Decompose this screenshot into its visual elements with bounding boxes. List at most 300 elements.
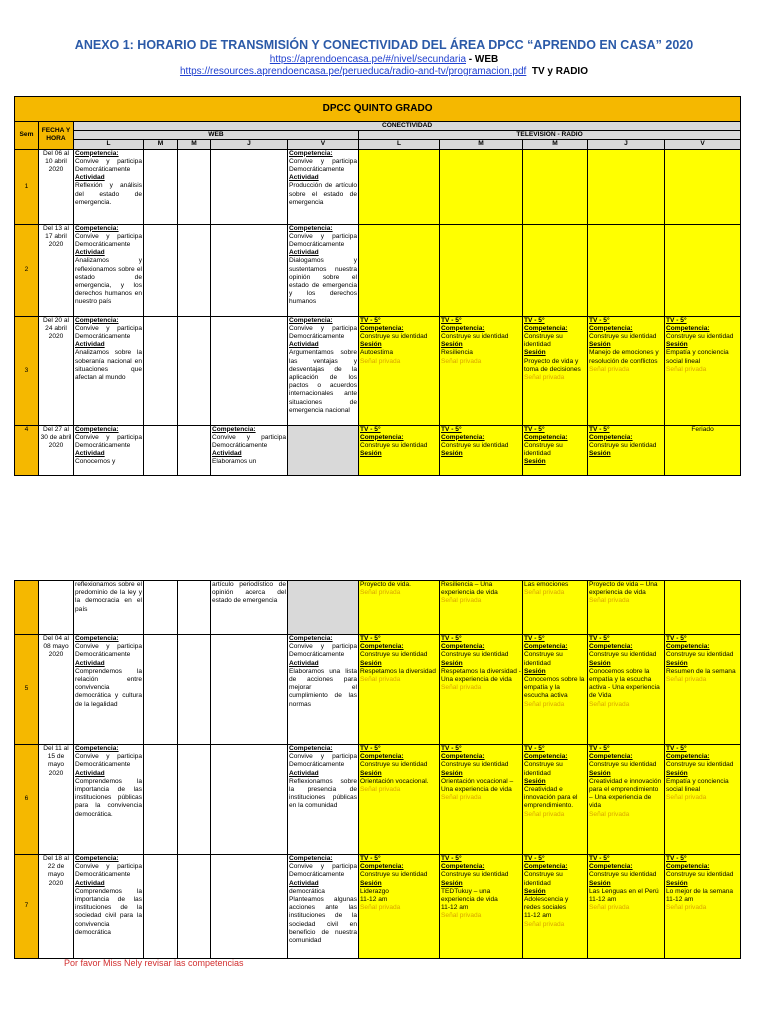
senal-label: Señal privada bbox=[441, 912, 482, 920]
sesion-label: Sesión bbox=[441, 450, 463, 458]
tv-cell bbox=[588, 745, 665, 855]
competencia-label: Competencia: bbox=[524, 324, 568, 332]
sem-number: 2 bbox=[15, 224, 39, 316]
competencia-label: Competencia: bbox=[524, 753, 568, 761]
competencia-text: Construye su identidad bbox=[360, 333, 428, 341]
table-row bbox=[15, 635, 741, 745]
empty-cell bbox=[178, 635, 211, 745]
tv-grade-label: TV - 5° bbox=[666, 855, 687, 862]
web-friday-cell bbox=[288, 855, 359, 959]
sesion-label: Sesión bbox=[666, 341, 688, 349]
date-cell bbox=[39, 581, 74, 635]
actividad-text: artículo periodístico de opinión acerca del estado de emergencia bbox=[212, 581, 286, 605]
tv-cell bbox=[665, 224, 741, 316]
day-tv-v: V bbox=[665, 140, 741, 149]
time-text: 11-12 am bbox=[524, 912, 552, 920]
sesion-label: Sesión bbox=[524, 887, 546, 895]
competencia-text: Convive y participa Democráticamente bbox=[75, 324, 142, 341]
senal-label: Señal privada bbox=[524, 589, 565, 597]
sesion-text: Orientación vocacional. bbox=[360, 777, 429, 785]
tv-grade-label: TV - 5° bbox=[524, 635, 545, 642]
competencia-label: Competencia: bbox=[524, 863, 568, 871]
tv-cell bbox=[440, 425, 523, 475]
senal-label: Señal privada bbox=[666, 904, 707, 912]
tv-cell bbox=[440, 855, 523, 959]
competencia-text: Construye su identidad bbox=[441, 651, 509, 659]
senal-label: Señal privada bbox=[441, 684, 482, 692]
sesion-text: Proyecto de vida y toma de decisiones bbox=[524, 357, 581, 373]
empty-cell bbox=[211, 635, 288, 745]
sesion-text: Proyecto de vida – Una experiencia de vida bbox=[589, 581, 658, 597]
actividad-text: Analizamos sobre la soberanía nacional en situaciones que afectan al mundo bbox=[75, 349, 142, 382]
actividad-text: Comprendemos la importancia de las instituciones públicas para la convivencia democrática. bbox=[75, 777, 142, 818]
tv-cell bbox=[359, 316, 440, 425]
date-cell: Del 04 al 08 mayo 2020 bbox=[39, 635, 74, 745]
web-monday-cell bbox=[74, 855, 144, 959]
competencia-text: Convive y participa Democráticamente bbox=[289, 863, 357, 879]
tv-cell bbox=[588, 224, 665, 316]
schedule-table-page-1 bbox=[14, 96, 741, 476]
senal-label: Señal privada bbox=[360, 589, 401, 597]
actividad-label: Actividad bbox=[75, 769, 105, 777]
competencia-text: Construye su identidad bbox=[441, 761, 509, 769]
competencia-text: Construye su identidad bbox=[666, 651, 734, 659]
tv-grade-label: TV - 5° bbox=[666, 745, 687, 752]
tv-cell bbox=[359, 425, 440, 475]
sesion-text: Conocemos sobre la empatía y la escucha activa bbox=[524, 676, 585, 700]
tv-cell bbox=[440, 745, 523, 855]
time-text: 11-12 am bbox=[441, 904, 469, 912]
actividad-label: Actividad bbox=[75, 341, 105, 349]
competencia-text: Construye su identidad bbox=[441, 871, 509, 879]
web-friday-cell bbox=[288, 425, 359, 475]
tv-grade-label: TV - 5° bbox=[360, 745, 381, 752]
competencia-label: Competencia: bbox=[75, 855, 119, 862]
web-friday-cell bbox=[288, 149, 359, 224]
web-friday-cell bbox=[288, 635, 359, 745]
empty-cell bbox=[178, 425, 211, 475]
table-row bbox=[15, 581, 741, 635]
competencia-text: Convive y participa Democráticamente bbox=[289, 157, 357, 174]
tv-grade-label: TV - 5° bbox=[441, 635, 462, 642]
competencia-text: Construye su identidad bbox=[524, 761, 563, 777]
competencia-label: Competencia: bbox=[589, 324, 633, 332]
empty-cell bbox=[144, 316, 178, 425]
tv-cell bbox=[523, 635, 588, 745]
sesion-label: Sesión bbox=[441, 659, 463, 667]
competencia-label: Competencia: bbox=[289, 745, 333, 752]
empty-cell bbox=[144, 581, 178, 635]
empty-cell bbox=[211, 224, 288, 316]
sem-number: 5 bbox=[15, 635, 39, 745]
competencia-label: Competencia: bbox=[524, 643, 568, 651]
actividad-label: Actividad bbox=[289, 659, 319, 667]
tv-cell bbox=[359, 635, 440, 745]
web-monday-cell bbox=[74, 635, 144, 745]
competencia-label: Competencia: bbox=[589, 433, 633, 441]
sesion-text: Las Lenguas en el Perú bbox=[589, 887, 659, 895]
actividad-text: Dialogamos y sustentamos nuestra opinión sobre el estado de emergencia y los derechos humanos bbox=[289, 257, 357, 306]
sesion-text: Manejo de emociones y resolución de conflictos bbox=[589, 349, 659, 365]
competencia-text: Construye su identidad bbox=[360, 761, 428, 769]
competencia-label: Competencia: bbox=[289, 316, 333, 324]
empty-cell bbox=[144, 425, 178, 475]
tv-grade-label: TV - 5° bbox=[589, 425, 610, 433]
sesion-text: Empatía y conciencia social lineal bbox=[666, 349, 729, 365]
competencia-label: Competencia: bbox=[75, 745, 119, 752]
web-monday-cell bbox=[74, 149, 144, 224]
actividad-text: democrática bbox=[289, 887, 325, 895]
tv-grade-label: TV - 5° bbox=[524, 425, 545, 433]
competencia-text: Construye su identidad bbox=[360, 442, 428, 450]
sem-number: 1 bbox=[15, 149, 39, 224]
sesion-text: Resiliencia – Una experiencia de vida bbox=[441, 581, 498, 597]
schedule-table-page-2 bbox=[14, 580, 741, 959]
feriado-cell: Feriado bbox=[665, 425, 741, 475]
tv-header: TELEVISION - RADIO bbox=[359, 131, 741, 140]
sesion-text: Resumen de la semana bbox=[666, 667, 736, 675]
competencia-text: Construye su identidad bbox=[666, 333, 734, 341]
date-cell: Del 20 al 24 abril 2020 bbox=[39, 316, 74, 425]
tv-cell bbox=[523, 149, 588, 224]
tv-grade-label: TV - 5° bbox=[441, 316, 462, 324]
competencia-label: Competencia: bbox=[441, 433, 485, 441]
sesion-label: Sesión bbox=[589, 341, 611, 349]
sesion-label: Sesión bbox=[589, 879, 611, 887]
competencia-text: Construye su identidad bbox=[441, 442, 509, 450]
competencia-label: Competencia: bbox=[441, 643, 485, 651]
review-note: Por favor Miss Nely revisar las competencias bbox=[64, 958, 244, 968]
tv-grade-label: TV - 5° bbox=[589, 855, 610, 862]
sesion-text: Empatía y conciencia social lineal bbox=[666, 777, 729, 794]
web-header: WEB bbox=[74, 131, 359, 140]
table-row bbox=[15, 149, 741, 224]
tv-grade-label: TV - 5° bbox=[666, 316, 687, 324]
empty-cell bbox=[144, 745, 178, 855]
empty-cell bbox=[144, 224, 178, 316]
conectividad-header: CONECTIVIDAD bbox=[74, 122, 741, 131]
senal-label: Señal privada bbox=[360, 357, 401, 365]
tv-cell bbox=[359, 745, 440, 855]
empty-cell bbox=[178, 581, 211, 635]
day-web-m2: M bbox=[178, 140, 211, 149]
senal-label: Señal privada bbox=[524, 374, 565, 382]
tv-link[interactable]: https://resources.aprendoencasa.pe/perueduca/radio-and-tv/programacion.pdf bbox=[179, 66, 527, 77]
tv-grade-label: TV - 5° bbox=[589, 635, 610, 642]
sesion-label: Sesión bbox=[360, 769, 382, 777]
sesion-label: Sesión bbox=[360, 341, 382, 349]
actividad-label: Actividad bbox=[75, 174, 105, 182]
sesion-label: Sesión bbox=[589, 769, 611, 777]
tv-grade-label: TV - 5° bbox=[589, 316, 610, 324]
web-tag: - WEB bbox=[466, 54, 499, 65]
sesion-text: Autoestima bbox=[360, 349, 393, 357]
competencia-label: Competencia: bbox=[360, 643, 404, 651]
date-cell: Del 13 al 17 abril 2020 bbox=[39, 224, 74, 316]
competencia-label: Competencia: bbox=[360, 324, 404, 332]
web-monday-cell bbox=[74, 745, 144, 855]
empty-cell bbox=[178, 855, 211, 959]
table-row bbox=[15, 855, 741, 959]
tv-grade-label: TV - 5° bbox=[360, 316, 381, 324]
actividad-label: Actividad bbox=[289, 879, 319, 887]
tv-cell bbox=[665, 316, 741, 425]
table-row bbox=[15, 316, 741, 425]
day-tv-j: J bbox=[588, 140, 665, 149]
competencia-text: Construye su identidad bbox=[589, 761, 657, 769]
competencia-label: Competencia: bbox=[524, 433, 568, 441]
web-monday-cell bbox=[74, 425, 144, 475]
actividad-label: Actividad bbox=[289, 769, 319, 777]
web-link-line bbox=[0, 54, 768, 65]
actividad-label: Actividad bbox=[289, 174, 319, 182]
competencia-label: Competencia: bbox=[289, 224, 333, 232]
competencia-text: Construye su identidad bbox=[524, 333, 563, 349]
competencia-text: Construye su identidad bbox=[360, 651, 428, 659]
sesion-text: Respetamos la diversidad bbox=[360, 667, 436, 675]
tv-cell bbox=[588, 581, 665, 635]
competencia-text: Convive y participa Democráticamente bbox=[75, 433, 142, 450]
senal-label: Señal privada bbox=[666, 794, 707, 802]
tv-grade-label: TV - 5° bbox=[524, 855, 545, 862]
competencia-text: Convive y participa Democráticamente bbox=[289, 753, 357, 769]
competencia-label: Competencia: bbox=[589, 643, 633, 651]
competencia-text: Construye su identidad bbox=[360, 871, 428, 879]
sesion-text: Conocemos sobre la empatía y la escucha activa - Una experiencia de Vida bbox=[589, 667, 660, 700]
day-tv-m1: M bbox=[440, 140, 523, 149]
senal-label: Señal privada bbox=[360, 904, 401, 912]
day-tv-m2: M bbox=[523, 140, 588, 149]
senal-label: Señal privada bbox=[524, 920, 565, 928]
sem-number: 3 bbox=[15, 316, 39, 425]
web-monday-cell bbox=[74, 224, 144, 316]
tv-grade-label: TV - 5° bbox=[441, 745, 462, 752]
actividad-text: Conocemos y bbox=[75, 458, 116, 466]
sem-number: 7 bbox=[15, 855, 39, 959]
tv-cell bbox=[359, 149, 440, 224]
tv-cell bbox=[588, 316, 665, 425]
actividad-label: Actividad bbox=[75, 659, 105, 667]
tv-cell bbox=[523, 425, 588, 475]
competencia-label: Competencia: bbox=[666, 753, 710, 761]
competencia-text: Construye su identidad bbox=[589, 442, 657, 450]
senal-label: Señal privada bbox=[441, 357, 482, 365]
sesion-label: Sesión bbox=[589, 659, 611, 667]
competencia-text: Convive y participa Democráticamente bbox=[75, 643, 142, 659]
senal-label: Señal privada bbox=[524, 700, 565, 708]
senal-label: Señal privada bbox=[360, 676, 401, 684]
sem-number: 4 bbox=[15, 425, 39, 475]
grade-title: DPCC QUINTO GRADO bbox=[15, 97, 741, 122]
tv-cell bbox=[665, 745, 741, 855]
tv-cell bbox=[359, 855, 440, 959]
competencia-text: Construye su identidad bbox=[524, 871, 563, 887]
tv-cell bbox=[440, 635, 523, 745]
time-text: 11-12 am bbox=[360, 896, 388, 904]
actividad-text: Elaboramos un bbox=[212, 458, 257, 466]
competencia-label: Competencia: bbox=[75, 149, 119, 157]
sesion-label: Sesión bbox=[524, 458, 546, 466]
tv-cell bbox=[523, 745, 588, 855]
sesion-text: Orientación vocacional – Una experiencia de vida bbox=[441, 777, 514, 794]
senal-label: Señal privada bbox=[666, 676, 707, 684]
tv-grade-label: TV - 5° bbox=[666, 635, 687, 642]
tv-grade-label: TV - 5° bbox=[360, 425, 381, 433]
col-sem: Sem bbox=[15, 122, 39, 150]
actividad-text: Producción de artículo sobre el estado de emergencia bbox=[289, 182, 357, 206]
senal-label: Señal privada bbox=[666, 365, 707, 373]
table-row bbox=[15, 425, 741, 475]
senal-label: Señal privada bbox=[360, 786, 401, 794]
sesion-text: Creatividad e innovación para el emprendimiento – Una experiencia de vida bbox=[589, 777, 662, 810]
actividad-text: Reflexionamos sobre la presencia de instituciones públicas en la comunidad bbox=[289, 777, 357, 810]
competencia-text: Convive y participa Democráticamente bbox=[212, 433, 286, 450]
competencia-label: Competencia: bbox=[212, 425, 256, 433]
tv-cell bbox=[588, 425, 665, 475]
actividad-text: Argumentamos sobre las ventajas y desventajas de la aplicación de los pactos o acuerdos internacionales ante situaciones de emergencia nacional bbox=[289, 349, 357, 414]
competencia-label: Competencia: bbox=[360, 863, 404, 871]
actividad-label: Actividad bbox=[75, 450, 105, 458]
actividad-text: Planteamos algunas acciones ante las instituciones de la sociedad civil en beneficio de nuestra comunidad bbox=[289, 896, 357, 945]
actividad-label: Actividad bbox=[75, 249, 105, 257]
tv-cell bbox=[588, 635, 665, 745]
competencia-label: Competencia: bbox=[666, 863, 710, 871]
sem-number: 6 bbox=[15, 745, 39, 855]
competencia-text: Construye su identidad bbox=[589, 333, 657, 341]
time-text: 11-12 am bbox=[666, 896, 694, 904]
sesion-text: Liderazgo bbox=[360, 887, 389, 895]
competencia-label: Competencia: bbox=[289, 635, 333, 642]
tv-grade-label: TV - 5° bbox=[360, 635, 381, 642]
actividad-text: Elaboramos una lista de acciones para mejorar el cumplimiento de las normas bbox=[289, 667, 357, 708]
actividad-text: Reflexión y análisis del estado de emergencia. bbox=[75, 182, 142, 206]
actividad-label: Actividad bbox=[75, 879, 105, 887]
actividad-label: Actividad bbox=[289, 249, 319, 257]
sesion-label: Sesión bbox=[666, 879, 688, 887]
sesion-label: Sesión bbox=[441, 341, 463, 349]
tv-cell bbox=[665, 855, 741, 959]
day-web-v: V bbox=[288, 140, 359, 149]
competencia-label: Competencia: bbox=[441, 753, 485, 761]
senal-label: Señal privada bbox=[524, 810, 565, 818]
tv-grade-label: TV - 5° bbox=[524, 316, 545, 324]
date-cell: Del 27 al 30 de abril 2020 bbox=[39, 425, 74, 475]
empty-cell bbox=[178, 224, 211, 316]
sesion-text: Lo mejor de la semana bbox=[666, 887, 734, 895]
date-cell: Del 11 al 15 de mayo 2020 bbox=[39, 745, 74, 855]
competencia-text: Construye su identidad bbox=[666, 871, 734, 879]
competencia-label: Competencia: bbox=[75, 316, 119, 324]
tv-cell bbox=[665, 635, 741, 745]
sesion-label: Sesión bbox=[666, 659, 688, 667]
actividad-text: reflexionamos sobre el predominio de la ley y la democracia en el país bbox=[75, 581, 142, 613]
tv-cell bbox=[588, 149, 665, 224]
tv-cell bbox=[523, 316, 588, 425]
web-thursday-cell bbox=[211, 581, 288, 635]
date-cell: Del 06 al 10 abril 2020 bbox=[39, 149, 74, 224]
empty-cell bbox=[211, 149, 288, 224]
competencia-text: Convive y participa Democráticamente bbox=[289, 324, 357, 341]
senal-label: Señal privada bbox=[589, 700, 630, 708]
tv-cell bbox=[440, 149, 523, 224]
sesion-label: Sesión bbox=[524, 667, 546, 675]
competencia-text: Construye su identidad bbox=[589, 651, 657, 659]
sesion-text: Proyecto de vida. bbox=[360, 581, 411, 588]
tv-cell bbox=[665, 581, 741, 635]
tv-cell bbox=[359, 224, 440, 316]
sesion-label: Sesión bbox=[441, 879, 463, 887]
sesion-label: Sesión bbox=[441, 769, 463, 777]
competencia-text: Construye su identidad bbox=[524, 442, 563, 458]
tv-cell bbox=[523, 855, 588, 959]
sesion-text: Adolescencia y redes sociales bbox=[524, 896, 569, 912]
competencia-label: Competencia: bbox=[75, 224, 119, 232]
actividad-text: Comprendemos la importancia de las instituciones de la sociedad civil para la convivencia democrática bbox=[75, 887, 142, 936]
sesion-label: Sesión bbox=[524, 349, 546, 357]
tv-grade-label: TV - 5° bbox=[441, 425, 462, 433]
tv-cell bbox=[440, 316, 523, 425]
sesion-text: Creatividad e innovación para el emprendimiento. bbox=[524, 786, 578, 810]
competencia-text: Construye su identidad bbox=[666, 761, 734, 769]
web-link[interactable]: https://aprendoencasa.pe/#/nivel/secundaria bbox=[269, 54, 467, 65]
senal-label: Señal privada bbox=[589, 904, 630, 912]
table-row bbox=[15, 745, 741, 855]
tv-cell bbox=[588, 855, 665, 959]
web-thursday-cell bbox=[211, 425, 288, 475]
tv-cell bbox=[523, 581, 588, 635]
actividad-label: Actividad bbox=[212, 450, 242, 458]
sesion-text: Las emociones bbox=[524, 581, 569, 588]
day-web-l: L bbox=[74, 140, 144, 149]
sesion-text: Respetamos la diversidad - Una experiencia de vida bbox=[441, 667, 521, 684]
senal-label: Señal privada bbox=[441, 597, 482, 605]
tv-link-line bbox=[0, 66, 768, 77]
tv-cell bbox=[523, 224, 588, 316]
competencia-text: Construye su identidad bbox=[441, 333, 509, 341]
competencia-label: Competencia: bbox=[289, 855, 333, 862]
sesion-text: TEDTukuy – una experiencia de vida bbox=[441, 887, 498, 904]
empty-cell bbox=[211, 855, 288, 959]
competencia-text: Convive y participa Democráticamente bbox=[289, 643, 357, 659]
sesion-label: Sesión bbox=[360, 659, 382, 667]
competencia-text: Construye su identidad bbox=[524, 651, 563, 667]
competencia-text: Convive y participa Democráticamente bbox=[75, 863, 142, 879]
competencia-label: Competencia: bbox=[360, 753, 404, 761]
tv-tag: TV y RADIO bbox=[531, 66, 588, 77]
competencia-text: Convive y participa Democráticamente bbox=[75, 753, 142, 769]
competencia-label: Competencia: bbox=[666, 324, 710, 332]
competencia-label: Competencia: bbox=[75, 425, 119, 433]
sesion-text: Resiliencia bbox=[441, 349, 473, 357]
senal-label: Señal privada bbox=[589, 365, 630, 373]
tv-grade-label: TV - 5° bbox=[524, 745, 545, 752]
col-fecha: FECHA Y HORA bbox=[39, 122, 74, 150]
competencia-label: Competencia: bbox=[441, 863, 485, 871]
competencia-label: Competencia: bbox=[666, 643, 710, 651]
sesion-label: Sesión bbox=[666, 769, 688, 777]
competencia-text: Convive y participa Democráticamente bbox=[75, 157, 142, 174]
day-web-j: J bbox=[211, 140, 288, 149]
empty-cell bbox=[144, 149, 178, 224]
empty-cell bbox=[178, 745, 211, 855]
tv-cell bbox=[665, 149, 741, 224]
sesion-label: Sesión bbox=[589, 450, 611, 458]
empty-cell bbox=[144, 855, 178, 959]
sesion-label: Sesión bbox=[524, 777, 546, 785]
table-row bbox=[15, 224, 741, 316]
tv-grade-label: TV - 5° bbox=[360, 855, 381, 862]
senal-label: Señal privada bbox=[589, 597, 630, 605]
